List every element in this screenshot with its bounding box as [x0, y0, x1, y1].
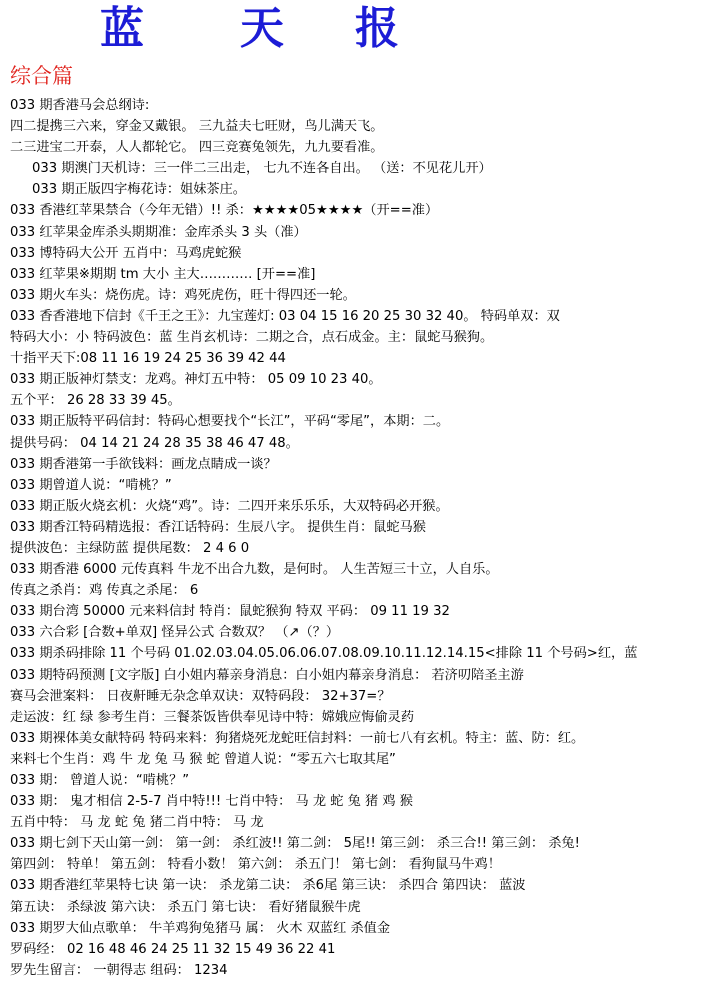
text-line: 提供号码： 04 14 21 24 28 35 38 46 47 48。: [10, 435, 299, 451]
text-line: 033 期香港 6000 元传真料 牛龙不出合九数，是何时。 人生苦短三十立，人自乐。: [10, 562, 499, 578]
text-line: 提供波色：主绿防蓝 提供尾数： 2 4 6 0: [10, 540, 250, 556]
text-line: 第五诀： 杀绿波 第六诀： 杀五门 第七诀： 看好猪鼠猴牛虎: [10, 899, 361, 915]
text-line: 033 期： 曾道人说：“啃桃？”: [10, 773, 190, 788]
masthead-char: 蓝: [100, 3, 144, 54]
text-line: 罗码经： 02 16 48 46 24 25 11 32 15 49 36 22 41: [10, 941, 336, 957]
text-line: 第四剑： 特单！ 第五剑： 特看小数！ 第六剑： 杀五门！ 第七剑： 看狗鼠马牛鸡！: [10, 857, 501, 873]
text-line: 033 红苹果※期期 tm 大小 主大………… [开==准]: [10, 266, 316, 282]
text-line: 033 期曾道人说：“啃桃？”: [10, 477, 172, 493]
text-line: 033 期香港马会总纲诗:: [10, 98, 150, 113]
text-line: 033 期特码预测 [文字版] 白小姐内幕亲身消息：白小姐内幕亲身消息： 若济叨陪圣主游: [10, 667, 524, 683]
text-line: 033 香香港地下信封《千王之王》：九宝莲灯: 03 04 15 16 20 25 30 32 40。 特码单双：双: [10, 308, 560, 324]
text-line: 033 期香江特码精选报：香江话特码：生辰八字。 提供生肖：鼠蛇马猴: [10, 519, 426, 535]
text-line: 033 期正版四字梅花诗：姐妹茶庄。: [32, 182, 246, 198]
text-line: 033 期裸体美女献特码 特码来料：狗猪烧死龙蛇旺信封料：一前七八有玄机。特主：蓝、防：红。: [10, 730, 585, 746]
text-line: 罗先生留言： 一朝得志 组码： 1234: [10, 962, 228, 978]
text-line: 033 期罗大仙点歌单： 牛羊鸡狗兔猪马 属： 火木 双蓝红 杀值金: [10, 920, 391, 936]
text-line: 033 期七剑下天山第一剑： 第一剑： 杀红波!! 第二剑： 5尾!! 第三剑： 杀三合!! 第三剑： 杀兔!: [10, 836, 580, 852]
masthead: [0, 0, 715, 62]
text-line: 四二提携三六来，穿金又戴银。 三九益夫七旺财，鸟儿满天飞。: [10, 119, 384, 135]
text-line: 来料七个生肖：鸡 牛 龙 兔 马 猴 蛇 曾道人说：“零五六七取其尾”: [10, 751, 396, 767]
text-line: 033 香港红苹果禁合（今年无错）!! 杀：★★★★05★★★★（开==准）: [10, 203, 439, 219]
text-line: 走运波：红 绿 参考生肖：三餐茶饭皆供奉见诗中特：嫦娥应悔偷灵药: [10, 709, 415, 725]
text-line: 033 期香港红苹果特七诀 第一诀： 杀龙第二诀： 杀6尾 第三诀： 杀四合 第四诀： 蓝波: [10, 878, 526, 894]
text-line: 033 期火车头：烧伤虎。诗：鸡死虎伤，旺十得四还一轮。: [10, 287, 356, 303]
text-line: 二三进宝二开泰，人人都轮它。 四三竞赛兔领先，九九要看准。: [10, 140, 384, 156]
masthead-char: 报: [355, 3, 399, 54]
text-line: 033 期杀码排除 11 个号码 01.02.03.04.05.06.06.07.08.09.10.11.12.14.15<排除 11 个号码>红，蓝: [10, 646, 638, 662]
text-line: 033 期： 鬼才相信 2-5-7 肖中特!!! 七肖中特： 马 龙 蛇 兔 猪 鸡 猴: [10, 794, 413, 810]
document-body: [10, 95, 710, 981]
text-line: 033 红苹果金库杀头期期准：金库杀头 3 头（准）: [10, 224, 307, 240]
masthead-char: 天: [240, 3, 284, 54]
text-line: 033 期香港第一手欲钱料：画龙点睛成一谈？: [10, 456, 277, 472]
text-line: 传真之杀肖：鸡 传真之杀尾： 6: [10, 583, 199, 599]
text-line: 033 期正版特平码信封：特码心想要找个“长江”，平码“零尾”，本期：二。: [10, 414, 450, 430]
text-line: 特码大小：小 特码波色：蓝 生肖玄机诗：二期之合，点石成金。主：鼠蛇马猴狗。: [10, 330, 494, 346]
text-line: 五个平： 26 28 33 39 45。: [10, 393, 181, 409]
text-line: 033 期台湾 50000 元来料信封 特肖：鼠蛇猴狗 特双 平码： 09 11 19 32: [10, 604, 450, 620]
text-line: 033 期正版火烧玄机：火烧“鸡”。诗：二四开来乐乐乐，大双特码必开猴。: [10, 498, 449, 514]
text-line: 033 期正版神灯禁支：龙鸡。神灯五中特： 05 09 10 23 40。: [10, 372, 382, 388]
text-line: 十指平天下:08 11 16 19 24 25 36 39 42 44: [10, 351, 286, 367]
text-line: 033 博特码大公开 五肖中：马鸡虎蛇猴: [10, 245, 242, 261]
section-title: 综合篇: [10, 64, 73, 88]
text-line: 赛马会泄案料： 日夜鼾睡无杂念单双诀：双特码段： 32+37=？: [10, 688, 391, 704]
text-line: 五肖中特： 马 龙 蛇 兔 猪二肖中特： 马 龙: [10, 815, 264, 831]
text-line: 033 期澳门天机诗：三一伴二三出走， 七九不连各自出。 （送：不见花儿开）: [32, 161, 492, 177]
text-line: 033 六合彩 [合数+单双] 怪异公式 合数双？ （↗（？）: [10, 625, 340, 641]
